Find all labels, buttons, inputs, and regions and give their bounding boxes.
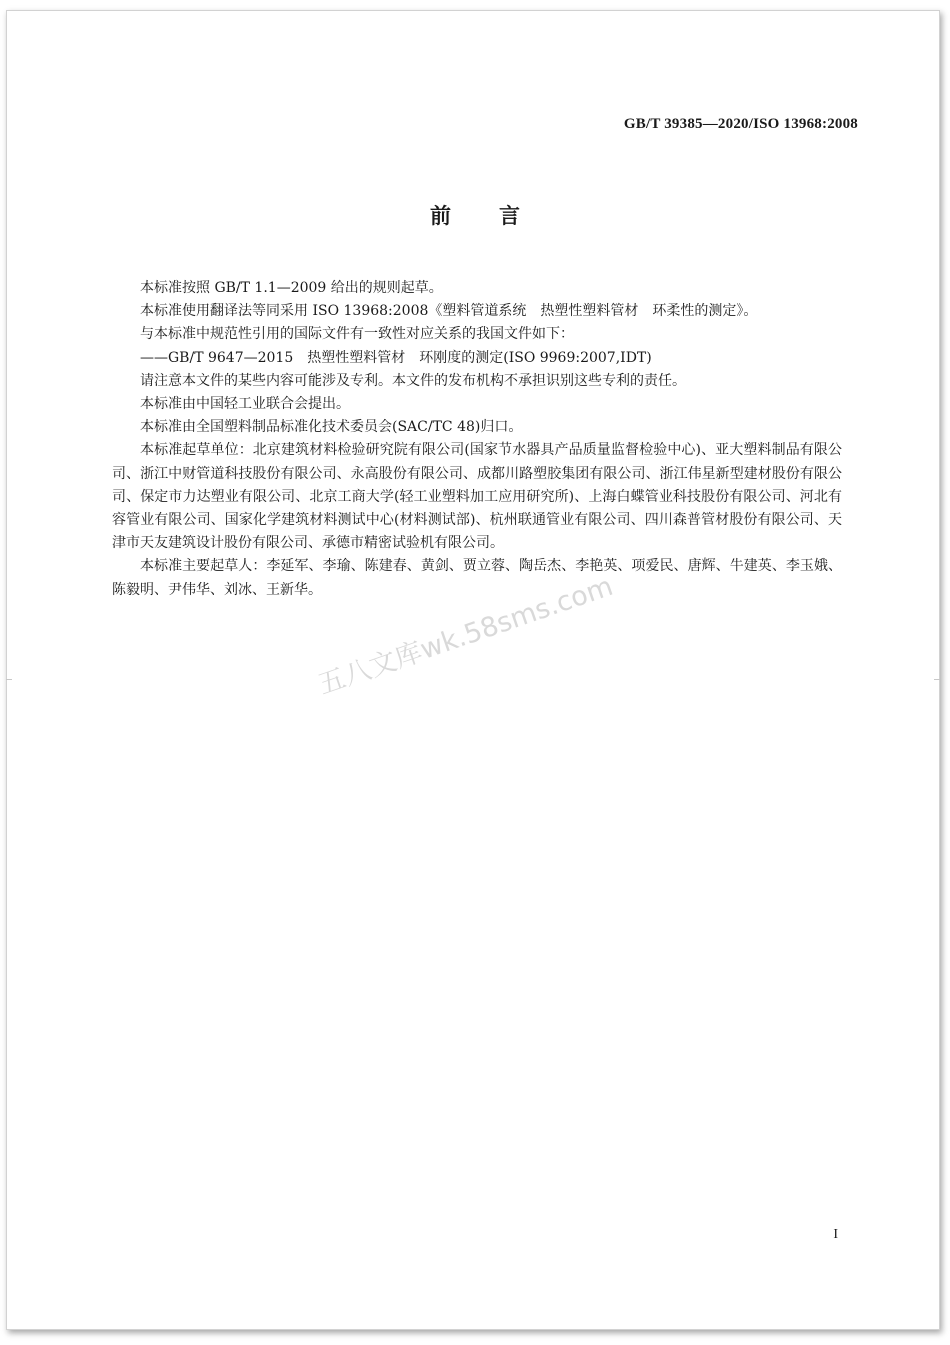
paragraph: ——GB/T 9647—2015 热塑性塑料管材 环刚度的测定(ISO 9969:2007,IDT) <box>140 349 652 366</box>
paragraph: 本标准起草单位：北京建筑材料检验研究院有限公司(国家节水器具产品质量监督检验中心)、亚大塑料制品有限公司、浙江中财管道科技股份有限公司、永高股份有限公司、成都川路塑胶集团有限公司、浙江伟星新型建材股份有限公司、保定市力达塑业有限公司、北京工商大学(轻工业塑料加工应用研究所)、上海白蝶管业科技股份有限公司、河北有容管业有限公司、国家化学建筑材料测试中心(材料测试部)、杭州联通管业有限公司、四川森普管材股份有限公司、天津市天友建筑设计股份有限公司、承德市精密试验机有限公司。 <box>112 442 842 552</box>
paragraph: 本标准由中国轻工业联合会提出。 <box>140 396 350 413</box>
standard-code: GB/T 39385—2020/ISO 13968:2008 <box>623 116 858 132</box>
paragraph: 与本标准中规范性引用的国际文件有一致性对应关系的我国文件如下： <box>140 326 574 343</box>
watermark: 五八文库wk.58sms.com <box>314 570 617 701</box>
page-edge-mark-right <box>934 679 940 680</box>
paragraph: 本标准按照 GB/T 1.1—2009 给出的规则起草。 <box>140 280 443 296</box>
page-number: I <box>833 1227 838 1242</box>
document-body <box>112 277 842 602</box>
page-edge-mark-left <box>6 679 12 680</box>
paragraph: 本标准由全国塑料制品标准化技术委员会(SAC/TC 48)归口。 <box>140 419 523 436</box>
page-title: 前言 <box>430 204 568 228</box>
paragraph: 本标准使用翻译法等同采用 ISO 13968:2008《塑料管道系统 热塑性塑料管材 环柔性的测定》。 <box>140 303 758 320</box>
paragraph: 本标准主要起草人：李延军、李瑜、陈建春、黄剑、贾立蓉、陶岳杰、李艳英、项爱民、唐辉、牛建英、李玉娥、陈毅明、尹伟华、刘冰、王新华。 <box>112 558 842 598</box>
paragraph: 请注意本文件的某些内容可能涉及专利。本文件的发布机构不承担识别这些专利的责任。 <box>140 372 686 389</box>
